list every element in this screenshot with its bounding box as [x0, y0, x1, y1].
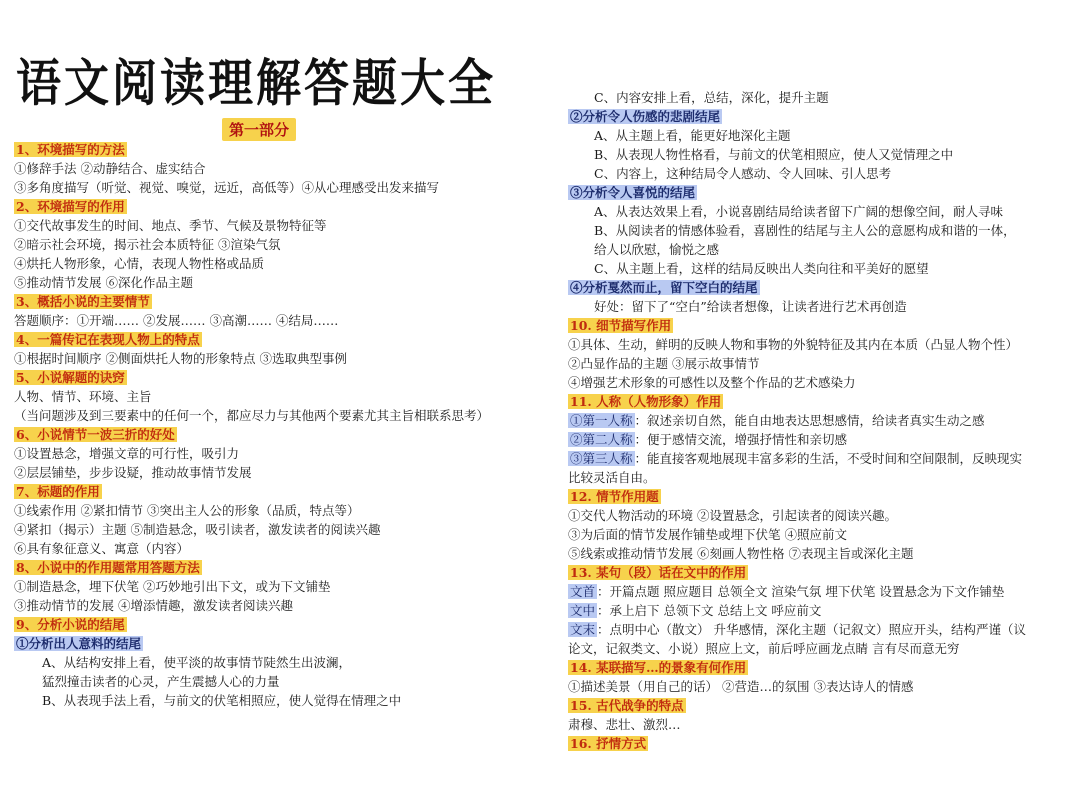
text-line: A、从表达效果上看，小说喜剧结局给读者留下广阔的想像空间，耐人寻味 — [594, 204, 1004, 219]
section-heading — [14, 330, 536, 349]
line-label: 文中 — [570, 603, 596, 618]
section-heading — [14, 425, 536, 444]
heading-text: 2、环境描写的作用 — [16, 199, 125, 214]
line-text: ：叙述亲切自然，能自由地表达思想感情，给读者真实生动之感 — [634, 413, 985, 428]
line-label: 文末 — [570, 622, 596, 637]
text-line: ④烘托人物形象，心情，表现人物性格或品质 — [14, 256, 265, 271]
line-text: ：能直接客观地展现丰富多彩的生活，不受时间和空间限制，反映现实 — [634, 451, 1023, 466]
text-line: ⑥具有象征意义、寓意（内容） — [14, 541, 190, 556]
text-line: ①描述美景（用自己的话） ②营造…的氛围 ③表达诗人的情感 — [568, 679, 914, 694]
line-label: ③第三人称 — [570, 451, 633, 466]
heading-text: 15. 古代战争的特点 — [570, 698, 684, 713]
heading-text: ③分析令人喜悦的结尾 — [570, 185, 696, 200]
text-line: C、内容上，这种结局令人感动、令人回味、引人思考 — [594, 166, 892, 181]
text-line: 猛烈撞击读者的心灵，产生震撼人心的力量 — [42, 674, 280, 689]
section-heading — [568, 183, 1070, 202]
text-line: ①设置悬念，增强文章的可行性，吸引力 — [14, 446, 240, 461]
text-line: ①根据时间顺序 ②侧面烘托人物的形象特点 ③选取典型事例 — [14, 351, 347, 366]
text-line: （当问题涉及到三要素中的任何一个，都应尽力与其他两个要素尤其主旨相联系思考） — [14, 408, 490, 423]
section-heading — [14, 615, 536, 634]
heading-text: ②分析令人伤感的悲剧结尾 — [570, 109, 721, 124]
text-line: ③为后面的情节发展作铺垫或埋下伏笔 ④照应前文 — [568, 527, 847, 542]
text-line: ③推动情节的发展 ④增添情趣，激发读者阅读兴趣 — [14, 598, 293, 613]
section-heading — [568, 487, 1070, 506]
text-line: 答题顺序：①开端…… ②发展…… ③高潮…… ④结局…… — [14, 313, 339, 328]
text-line: ①修辞手法 ②动静结合、虚实结合 — [14, 161, 206, 176]
line-text: ：点明中心（散文） 升华感情，深化主题（记叙文）照应开头，结构严谨（议 — [597, 622, 1026, 637]
heading-text: 6、小说情节一波三折的好处 — [16, 427, 175, 442]
heading-text: 8、小说中的作用题常用答题方法 — [16, 560, 200, 575]
heading-text: 9、分析小说的结尾 — [16, 617, 125, 632]
text-line: ⑤线索或推动情节发展 ⑥刻画人物性格 ⑦表现主旨或深化主题 — [568, 546, 914, 561]
labeled-line — [568, 430, 1070, 449]
text-line: 人物、情节、环境、主旨 — [14, 389, 152, 404]
text-line: 好处：留下了“空白”给读者想像，让读者进行艺术再创造 — [594, 299, 907, 314]
section-heading — [568, 696, 1070, 715]
text-line: ②暗示社会环境，揭示社会本质特征 ③渲染气氛 — [14, 237, 281, 252]
heading-text: ④分析戛然而止，留下空白的结尾 — [570, 280, 758, 295]
text-line: ①线索作用 ②紧扣情节 ③突出主人公的形象（品质，特点等） — [14, 503, 360, 518]
heading-text: 4、一篇传记在表现人物上的特点 — [16, 332, 200, 347]
text-line: ④紧扣（揭示）主题 ⑤制造悬念，吸引读者，激发读者的阅读兴趣 — [14, 522, 381, 537]
line-text: ：承上启下 总领下文 总结上文 呼应前文 — [597, 603, 822, 618]
labeled-line — [568, 620, 1070, 639]
heading-text: 7、标题的作用 — [16, 484, 100, 499]
text-line: A、从主题上看，能更好地深化主题 — [594, 128, 791, 143]
section-heading — [14, 368, 536, 387]
heading-text: 16. 抒情方式 — [570, 736, 647, 751]
section-heading — [568, 278, 1070, 297]
text-line: ①交代故事发生的时间、地点、季节、气候及景物特征等 — [14, 218, 327, 233]
section-heading — [568, 107, 1070, 126]
text-line: B、从表现手法上看，与前文的伏笔相照应，使人觉得在情理之中 — [42, 693, 402, 708]
text-line: ③多角度描写（听觉、视觉、嗅觉，远近，高低等）④从心理感受出发来描写 — [14, 180, 440, 195]
line-label: ①第一人称 — [570, 413, 633, 428]
text-line: B、从表现人物性格看，与前文的伏笔相照应，使人又觉情理之中 — [594, 147, 954, 162]
text-line: A、从结构安排上看，使平淡的故事情节陡然生出波澜， — [42, 655, 352, 670]
text-line: C、内容安排上看，总结，深化，提升主题 — [594, 90, 829, 105]
section-heading — [14, 292, 536, 311]
heading-text: 14. 某联描写…的景象有何作用 — [570, 660, 747, 675]
section-heading — [568, 392, 1070, 411]
text-line: ④增强艺术形象的可感性以及整个作品的艺术感染力 — [568, 375, 856, 390]
text-line: ⑤推动情节发展 ⑥深化作品主题 — [14, 275, 193, 290]
text-line: 论文，记叙类文、小说）照应上文，前后呼应画龙点睛 言有尽而意无穷 — [568, 641, 960, 656]
text-line: ①制造悬念，埋下伏笔 ②巧妙地引出下文，或为下文铺垫 — [14, 579, 331, 594]
left-column — [14, 140, 536, 710]
section-heading — [14, 140, 536, 159]
section-heading — [568, 734, 1070, 753]
heading-text: 10. 细节描写作用 — [570, 318, 672, 333]
text-line: 给人以欣慰，愉悦之感 — [594, 242, 720, 257]
heading-text: 1、环境描写的方法 — [16, 142, 125, 157]
labeled-line — [568, 601, 1070, 620]
section-label: 第一部分 — [222, 118, 296, 141]
heading-text: 5、小说解题的诀窍 — [16, 370, 125, 385]
heading-text: 3、概括小说的主要情节 — [16, 294, 150, 309]
line-text: ：开篇点题 照应题目 总领全文 渲染气氛 埋下伏笔 设置悬念为下文作铺垫 — [597, 584, 1005, 599]
section-heading — [568, 563, 1070, 582]
page-title: 语文阅读理解答题大全 — [16, 53, 497, 113]
line-label: ②第二人称 — [570, 432, 633, 447]
text-line: ①交代人物活动的环境 ②设置悬念，引起读者的阅读兴趣。 — [568, 508, 897, 523]
text-line: ②层层铺垫，步步设疑，推动故事情节发展 — [14, 465, 252, 480]
heading-text: 13. 某句（段）话在文中的作用 — [570, 565, 747, 580]
text-line: B、从阅读者的情感体验看，喜剧性的结尾与主人公的意愿构成和谐的一体， — [594, 223, 1016, 238]
line-label: 文首 — [570, 584, 596, 599]
text-line: C、从主题上看，这样的结局反映出人类向往和平美好的愿望 — [594, 261, 929, 276]
section-heading — [14, 482, 536, 501]
right-column — [568, 88, 1070, 753]
section-heading — [568, 316, 1070, 335]
section-heading — [14, 558, 536, 577]
line-text: ：便于感情交流，增强抒情性和亲切感 — [634, 432, 848, 447]
text-line: 肃穆、悲壮、激烈… — [568, 717, 681, 732]
heading-text: 11. 人称（人物形象）作用 — [570, 394, 722, 409]
text-line: 比较灵活自由。 — [568, 470, 656, 485]
text-line: ①具体、生动，鲜明的反映人物和事物的外貌特征及其内在本质（凸显人物个性） — [568, 337, 1019, 352]
labeled-line — [568, 411, 1070, 430]
heading-text: ①分析出人意料的结尾 — [16, 636, 142, 651]
labeled-line — [568, 582, 1070, 601]
section-heading — [14, 634, 536, 653]
section-heading — [568, 658, 1070, 677]
text-line: ②凸显作品的主题 ③展示故事情节 — [568, 356, 760, 371]
labeled-line — [568, 449, 1070, 468]
heading-text: 12. 情节作用题 — [570, 489, 659, 504]
section-heading — [14, 197, 536, 216]
